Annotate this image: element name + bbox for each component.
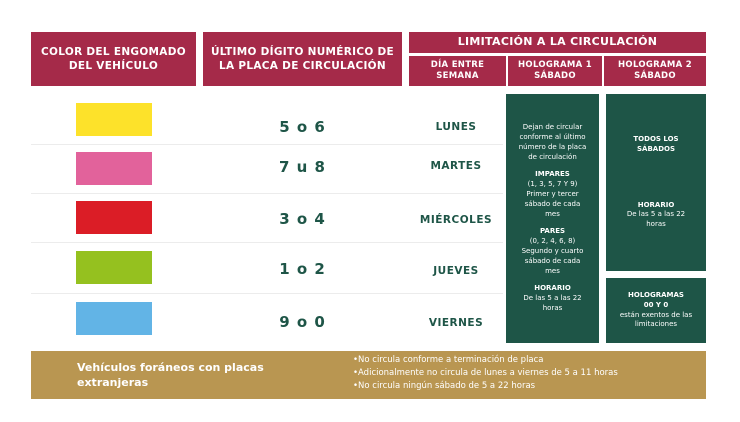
plate-digits: 7 u 8 <box>279 158 326 176</box>
foreign-note: • No circula conforme a terminación de placa <box>353 354 618 367</box>
impares-title: IMPARES <box>535 170 570 179</box>
header-holograma-2: HOLOGRAMA 2 SÁBADO <box>604 56 706 86</box>
horario-text: De las 5 a las 22 horas <box>626 210 686 229</box>
horario-title: HORARIO <box>534 284 571 293</box>
weekday: LUNES <box>435 121 477 133</box>
impares-text: Primer y tercer sábado de cada mes <box>524 190 581 218</box>
foreign-title: Vehículos foráneos con placas extranjeras <box>77 361 264 390</box>
weekday: MARTES <box>430 160 482 172</box>
header-color: COLOR DEL ENGOMADO DEL VEHÍCULO <box>31 32 196 86</box>
plate-digits: 1 o 2 <box>279 260 326 278</box>
foreign-note: • Adicionalmente no circula de lunes a viernes de 5 a 11 horas <box>353 367 618 380</box>
foreign-note: • No circula ningún sábado de 5 a 22 horas <box>353 380 618 393</box>
sticker-color-red <box>76 201 152 234</box>
row-divider <box>31 144 503 145</box>
sticker-color-green <box>76 251 152 284</box>
horario-title: HORARIO <box>637 200 675 209</box>
exentos-box <box>606 278 706 343</box>
plate-digits: 9 o 0 <box>279 313 326 331</box>
foreign-vehicles-band <box>31 351 706 399</box>
header-limitation: LIMITACIÓN A LA CIRCULACIÓN <box>409 32 706 53</box>
foreign-notes <box>353 354 618 394</box>
header-day: DÍA ENTRE SEMANA <box>409 56 506 86</box>
exentos-title: HOLOGRAMAS 00 Y 0 <box>628 290 684 309</box>
row-divider <box>31 242 503 243</box>
sticker-color-yellow <box>76 103 152 136</box>
sticker-color-blue <box>76 302 152 335</box>
weekday: JUEVES <box>433 265 479 277</box>
row-divider <box>31 193 503 194</box>
pares-title: PARES <box>539 227 566 236</box>
weekday: MIÉRCOLES <box>419 214 493 226</box>
header-holograma-1: HOLOGRAMA 1 SÁBADO <box>508 56 602 86</box>
exentos-text: están exentos de las limitaciones <box>619 310 693 329</box>
holograma-2-box <box>606 94 706 271</box>
pares-text: Segundo y cuarto sábado de cada mes <box>521 246 584 275</box>
holograma-1-intro: Dejan de circular conforme al último número de la placa de circulación <box>518 123 587 161</box>
pares-digits: (0, 2, 4, 6, 8) <box>529 237 576 246</box>
impares-digits: (1, 3, 5, 7 Y 9) <box>527 180 578 189</box>
weekday: VIERNES <box>428 317 484 329</box>
header-digit: ÚLTIMO DÍGITO NUMÉRICO DE LA PLACA DE CIRCULACIÓN <box>203 32 402 86</box>
horario-text: De las 5 a las 22 horas <box>523 294 582 312</box>
plate-digits: 5 o 6 <box>279 118 326 136</box>
holograma-1-box <box>506 94 599 343</box>
sticker-color-pink <box>76 152 152 185</box>
row-divider <box>31 293 503 294</box>
plate-digits: 3 o 4 <box>279 210 326 228</box>
todos-los-sabados: TODOS LOS SÁBADOS <box>633 135 679 153</box>
